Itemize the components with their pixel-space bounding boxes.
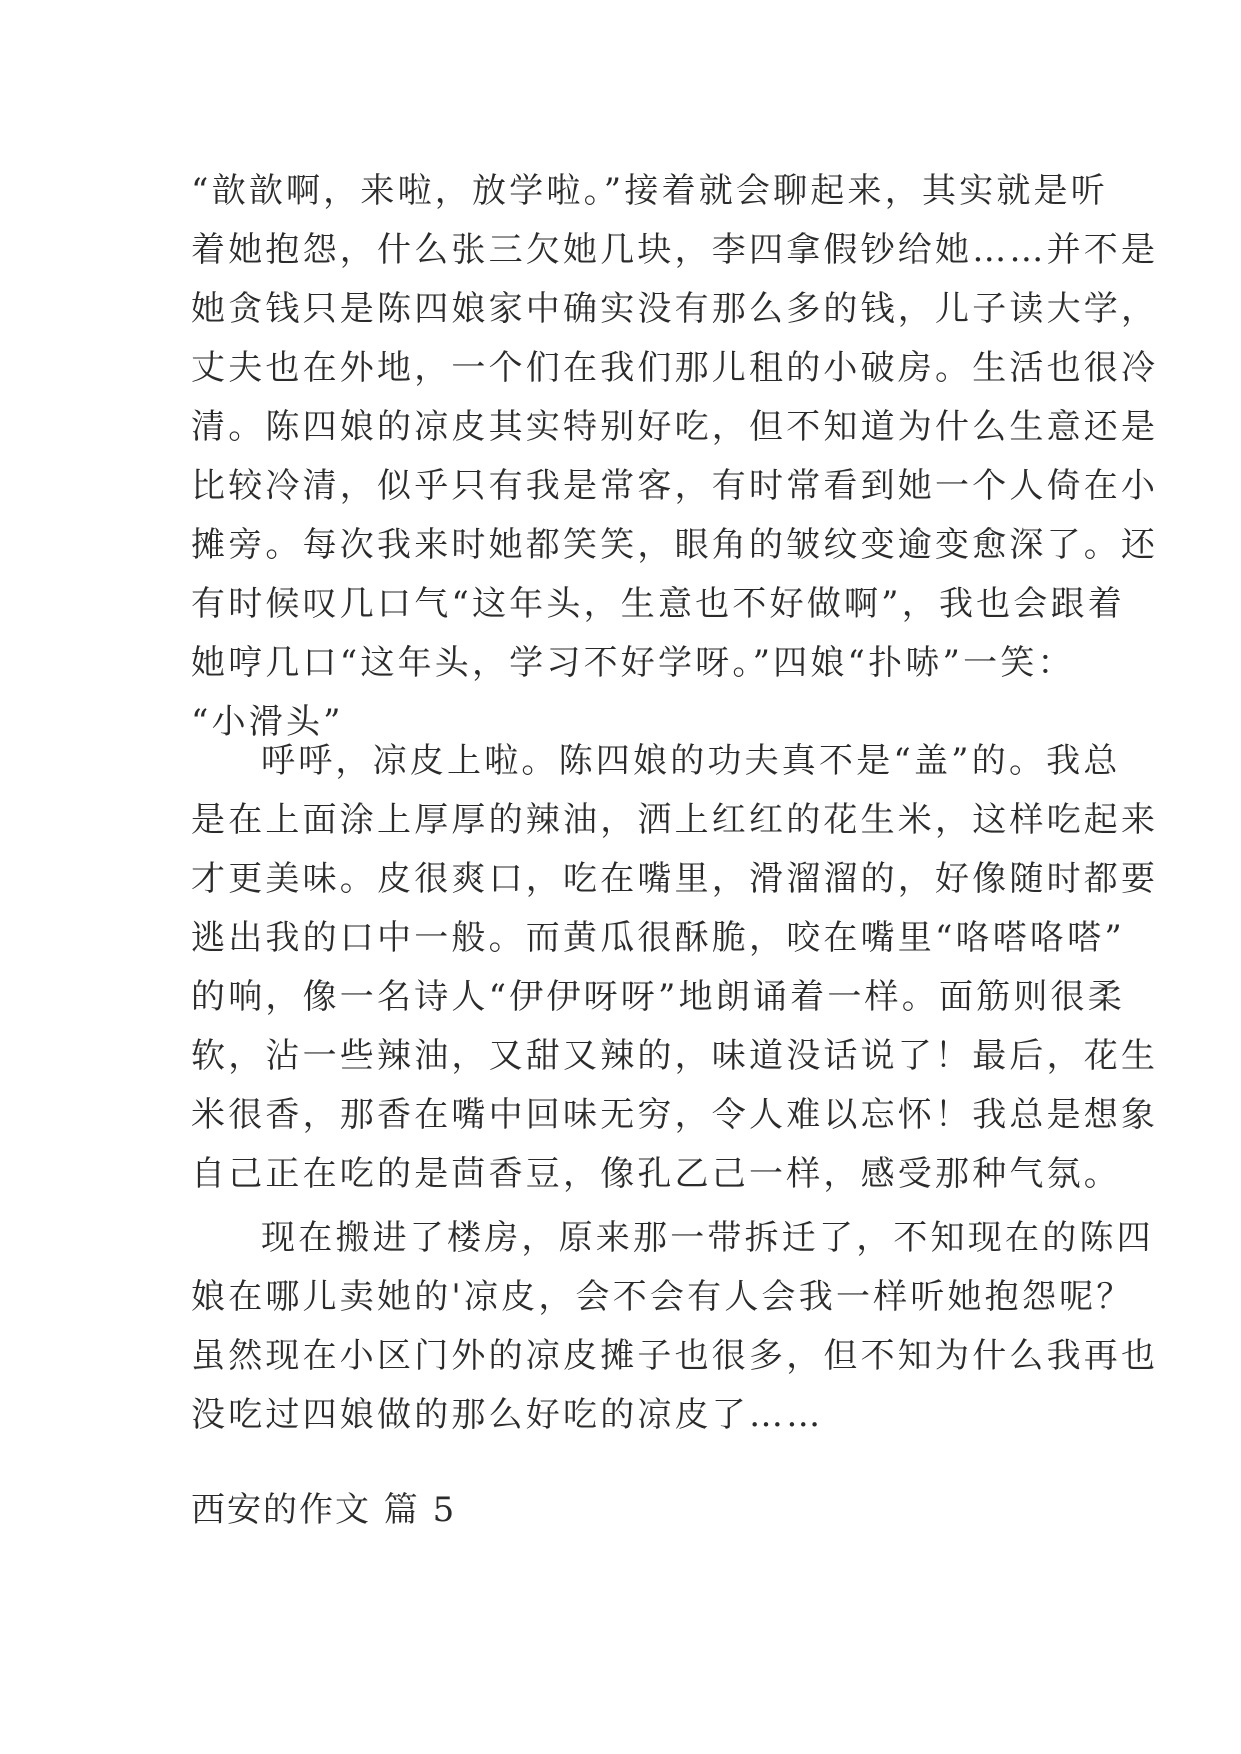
text-line: 没吃过四娘做的那么好吃的凉皮了…… bbox=[191, 1395, 824, 1435]
text-line: 清。陈四娘的凉皮其实特别好吃，但不知道为什么生意还是 bbox=[191, 407, 1159, 447]
text-line: 她哼几口“这年头，学习不好学呀。”四娘“扑哧”一笑： bbox=[191, 643, 1075, 683]
text-line: 丈夫也在外地，一个们在我们那儿租的小破房。生活也很冷 bbox=[191, 348, 1159, 388]
paragraph-2 bbox=[191, 732, 1159, 1204]
text-line: 现在搬进了楼房，原来那一带拆迁了，不知现在的陈四 bbox=[261, 1218, 1154, 1258]
section-heading: 西安的作文 篇 5 bbox=[191, 1490, 457, 1530]
text-line: 比较冷清，似乎只有我是常客，有时常看到她一个人倚在小 bbox=[191, 466, 1159, 506]
paragraph-3 bbox=[191, 1209, 1159, 1445]
text-line: 逃出我的口中一般。而黄瓜很酥脆，咬在嘴里“咯嗒咯嗒” bbox=[191, 918, 1125, 958]
text-line: 有时候叹几口气“这年头，生意也不好做啊”，我也会跟着 bbox=[191, 584, 1125, 624]
text-line: 米很香，那香在嘴中回味无穷，令人难以忘怀！我总是想象 bbox=[191, 1095, 1159, 1135]
text-line: 虽然现在小区门外的凉皮摊子也很多，但不知为什么我再也 bbox=[191, 1336, 1159, 1376]
text-line: 才更美味。皮很爽口，吃在嘴里，滑溜溜的，好像随时都要 bbox=[191, 859, 1159, 899]
text-line: 是在上面涂上厚厚的辣油，洒上红红的花生米，这样吃起来 bbox=[191, 800, 1159, 840]
text-line: 自己正在吃的是茴香豆，像孔乙己一样，感受那种气氛。 bbox=[191, 1154, 1121, 1194]
text-line: 软，沾一些辣油，又甜又辣的，味道没话说了！最后，花生 bbox=[191, 1036, 1159, 1076]
paragraph-1 bbox=[191, 162, 1159, 752]
text-line: 她贪钱只是陈四娘家中确实没有那么多的钱，儿子读大学， bbox=[191, 289, 1159, 329]
text-line: 的响，像一名诗人“伊伊呀呀”地朗诵着一样。面筋则很柔 bbox=[191, 977, 1125, 1017]
text-line: “歆歆啊，来啦，放学啦。”接着就会聊起来，其实就是听 bbox=[191, 171, 1108, 211]
text-line: 摊旁。每次我来时她都笑笑，眼角的皱纹变逾变愈深了。还 bbox=[191, 525, 1159, 565]
text-line: 呼呼，凉皮上啦。陈四娘的功夫真不是“盖”的。我总 bbox=[261, 741, 1121, 781]
text-line: 着她抱怨，什么张三欠她几块，李四拿假钞给她……并不是 bbox=[191, 230, 1159, 270]
text-line: “小滑头” bbox=[191, 702, 344, 742]
text-line: 娘在哪儿卖她的'凉皮，会不会有人会我一样听她抱怨呢？ bbox=[191, 1277, 1134, 1317]
